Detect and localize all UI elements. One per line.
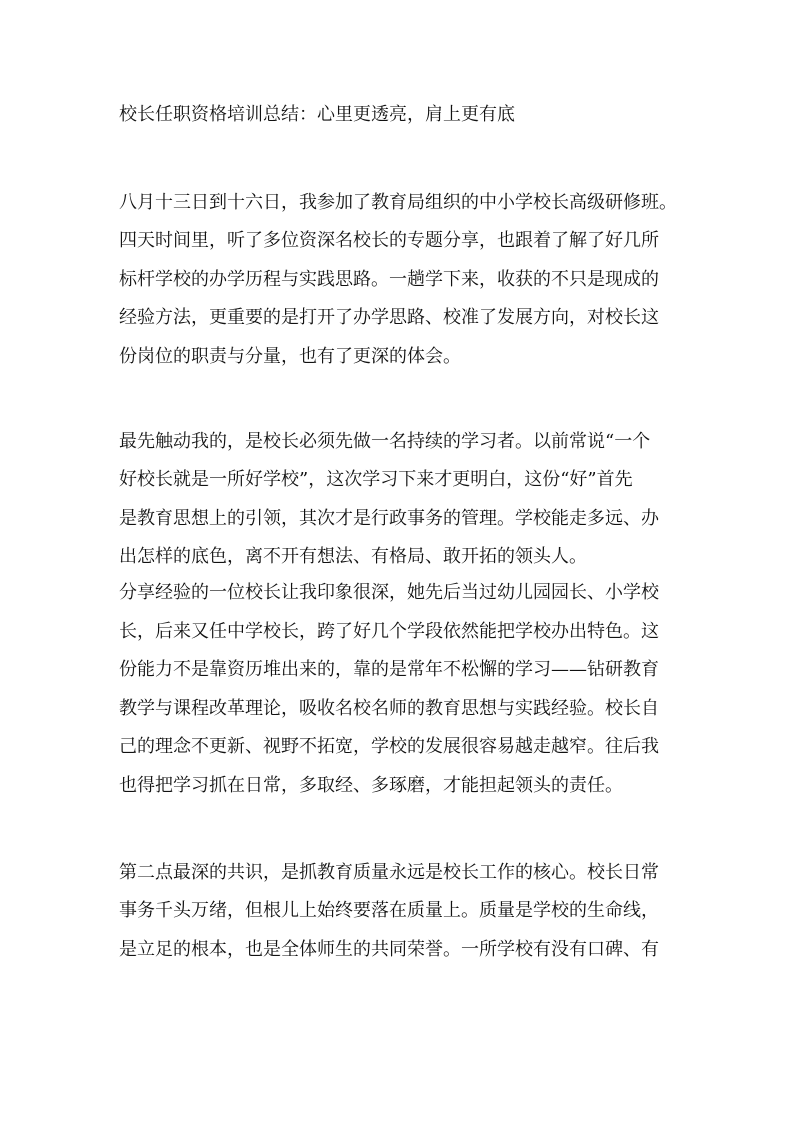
paragraph-2-line-2: 好校长就是一所好学校”，这次学习下来才更明白，这份“好”首先 xyxy=(119,469,633,490)
paragraph-3-line-1: 分享经验的一位校长让我印象很深，她先后当过幼儿园园长、小学校 xyxy=(119,582,659,603)
paragraph-1-line-3: 标杆学校的办学历程与实践思路。一趟学下来，收获的不只是现成的 xyxy=(119,269,659,290)
paragraph-3-line-5: 己的理念不更新、视野不拓宽，学校的发展很容易越走越窄。往后我 xyxy=(119,736,659,757)
paragraph-3-line-2: 长，后来又任中学校长，跨了好几个学段依然能把学校办出特色。这 xyxy=(119,621,659,642)
paragraph-4-line-1: 第二点最深的共识，是抓教育质量永远是校长工作的核心。校长日常 xyxy=(119,862,659,883)
document-title: 校长任职资格培训总结：心里更透亮，肩上更有底 xyxy=(119,104,515,125)
paragraph-1-line-5: 份岗位的职责与分量，也有了更深的体会。 xyxy=(119,346,461,367)
paragraph-2-line-1: 最先触动我的，是校长必须先做一名持续的学习者。以前常说“一个 xyxy=(119,431,651,452)
paragraph-3-line-3: 份能力不是靠资历堆出来的，靠的是常年不松懈的学习——钻研教育 xyxy=(119,659,659,680)
paragraph-4-line-2: 事务千头万绪，但根儿上始终要落在质量上。质量是学校的生命线， xyxy=(119,900,659,921)
paragraph-3-line-4: 教学与课程改革理论，吸收名校名师的教育思想与实践经验。校长自 xyxy=(119,698,659,719)
paragraph-1-line-4: 经验方法，更重要的是打开了办学思路、校准了发展方向，对校长这 xyxy=(119,307,659,328)
paragraph-2-line-3: 是教育思想上的引领，其次才是行政事务的管理。学校能走多远、办 xyxy=(119,508,659,529)
paragraph-2-line-4: 出怎样的底色，离不开有想法、有格局、敢开拓的领头人。 xyxy=(119,546,587,567)
paragraph-4-line-3: 是立足的根本，也是全体师生的共同荣誉。一所学校有没有口碑、有 xyxy=(119,939,659,960)
paragraph-1-line-1: 八月十三日到十六日，我参加了教育局组织的中小学校长高级研修班。 xyxy=(119,192,677,213)
paragraph-1-line-2: 四天时间里，听了多位资深名校长的专题分享，也跟着了解了好几所 xyxy=(119,230,659,251)
paragraph-3-line-6: 也得把学习抓在日常，多取经、多琢磨，才能担起领头的责任。 xyxy=(119,775,623,796)
